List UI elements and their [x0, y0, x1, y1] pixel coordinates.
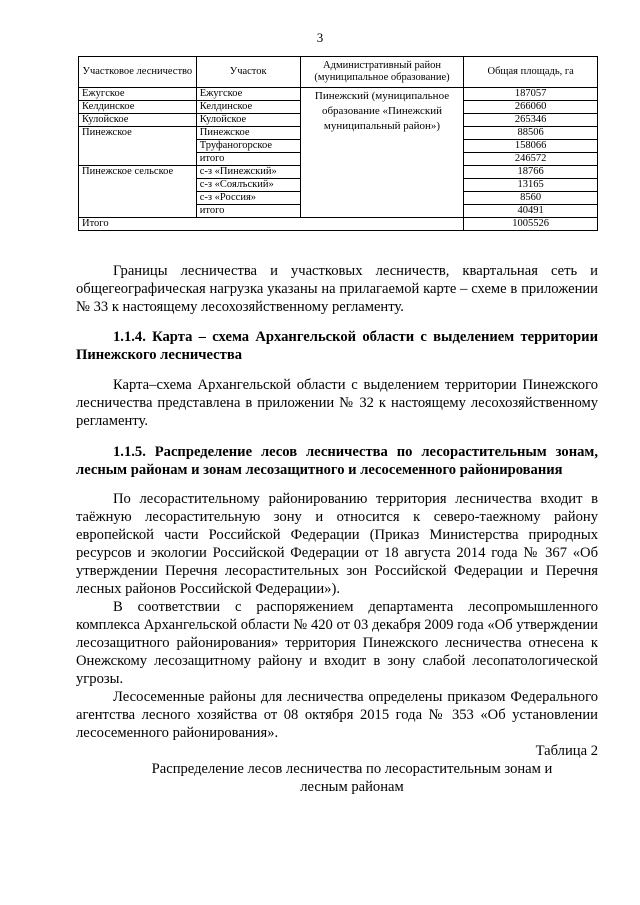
- cell-plot: итого: [196, 153, 300, 166]
- cell-plot: Труфаногорское: [196, 140, 300, 153]
- cell-plot: Пинежское: [196, 127, 300, 140]
- cell-district: Пинежский (муниципальное образование «Пинежский муниципальный район»): [300, 88, 464, 218]
- cell-forestry: Кулойское: [79, 114, 197, 127]
- table-2-title: Распределение лесов лесничества по лесорастительным зонам и лесным районам: [151, 761, 553, 795]
- cell-area: 246572: [464, 153, 598, 166]
- cell-plot: с-з «Пинежский»: [196, 166, 300, 179]
- cell-plot: Ежугское: [196, 88, 300, 101]
- total-label: Итого: [79, 218, 464, 231]
- paragraph-boundaries: Границы лесничества и участковых лесничеств, квартальная сеть и общегеографическая нагрузка указаны на прилагаемой карте – схеме в приложении № 33 к настоящему лесохозяйственному регламенту.: [76, 263, 598, 315]
- cell-area: 13165: [464, 179, 598, 192]
- table-2-label: Таблица 2: [535, 743, 598, 759]
- cell-plot: Келдинское: [196, 101, 300, 114]
- cell-plot: с-з «Соялъский»: [196, 179, 300, 192]
- cell-area: 18766: [464, 166, 598, 179]
- table-row: [79, 88, 598, 101]
- cell-forestry: Келдинское: [79, 101, 197, 114]
- table-total-row: [79, 218, 598, 231]
- heading-1-1-5: 1.1.5. Распределение лесов лесничества по лесорастительным зонам, лесным районам и зонам лесозащитного и лесосеменного районирования: [76, 444, 598, 478]
- cell-area: 265346: [464, 114, 598, 127]
- cell-area: 8560: [464, 192, 598, 205]
- total-value: 1005526: [464, 218, 598, 231]
- cell-area: 88506: [464, 127, 598, 140]
- cell-area: 266060: [464, 101, 598, 114]
- paragraph-map-scheme: Карта–схема Архангельской области с выделением территории Пинежского лесничества представлена в приложении № 32 к настоящему лесохозяйственному регламенту.: [76, 377, 598, 429]
- heading-1-1-4: 1.1.4. Карта – схема Архангельской области с выделением территории Пинежского лесничества: [76, 329, 598, 363]
- cell-forestry: Пинежское: [79, 127, 197, 166]
- forestry-area-table: [78, 56, 598, 231]
- cell-plot: Кулойское: [196, 114, 300, 127]
- header-district: Административный район (муниципальное образование): [300, 57, 464, 88]
- header-forestry: Участковое лесничество: [79, 57, 197, 88]
- cell-forestry: Пинежское сельское: [79, 166, 197, 218]
- cell-plot: итого: [196, 205, 300, 218]
- paragraph-forest-zoning: По лесорастительному районированию территория лесничества входит в таёжную лесорастительную зону и относится к северо-таежному району европейской части Российской Федерации (Приказ Министерства природных ресурсов и экологии Российской Федерации от 18 августа 2014 года № 367 «Об утверждении Перечня лесорастительных зон Российской Федерации и Перечня лесных районов Российской Федерации»).: [76, 491, 598, 597]
- paragraph-seed-zoning: Лесосеменные районы для лесничества определены приказом Федерального агентства лесного хозяйства от 08 октября 2015 года № 353 «Об установлении лесосеменного районирования».: [76, 689, 598, 741]
- cell-area: 40491: [464, 205, 598, 218]
- cell-forestry: Ежугское: [79, 88, 197, 101]
- header-plot: Участок: [196, 57, 300, 88]
- cell-plot: с-з «Россия»: [196, 192, 300, 205]
- cell-area: 187057: [464, 88, 598, 101]
- cell-area: 158066: [464, 140, 598, 153]
- paragraph-forest-protection: В соответствии с распоряжением департамента лесопромышленного комплекса Архангельской области № 420 от 03 декабря 2009 года «Об утверждении лесозащитного районирования» территория Пинежского лесничества отнесена к Онежскому лесозащитному району и входит в зону слабой лесопатологической угрозы.: [76, 599, 598, 687]
- page-number: 3: [316, 30, 324, 45]
- header-area: Общая площадь, га: [464, 57, 598, 88]
